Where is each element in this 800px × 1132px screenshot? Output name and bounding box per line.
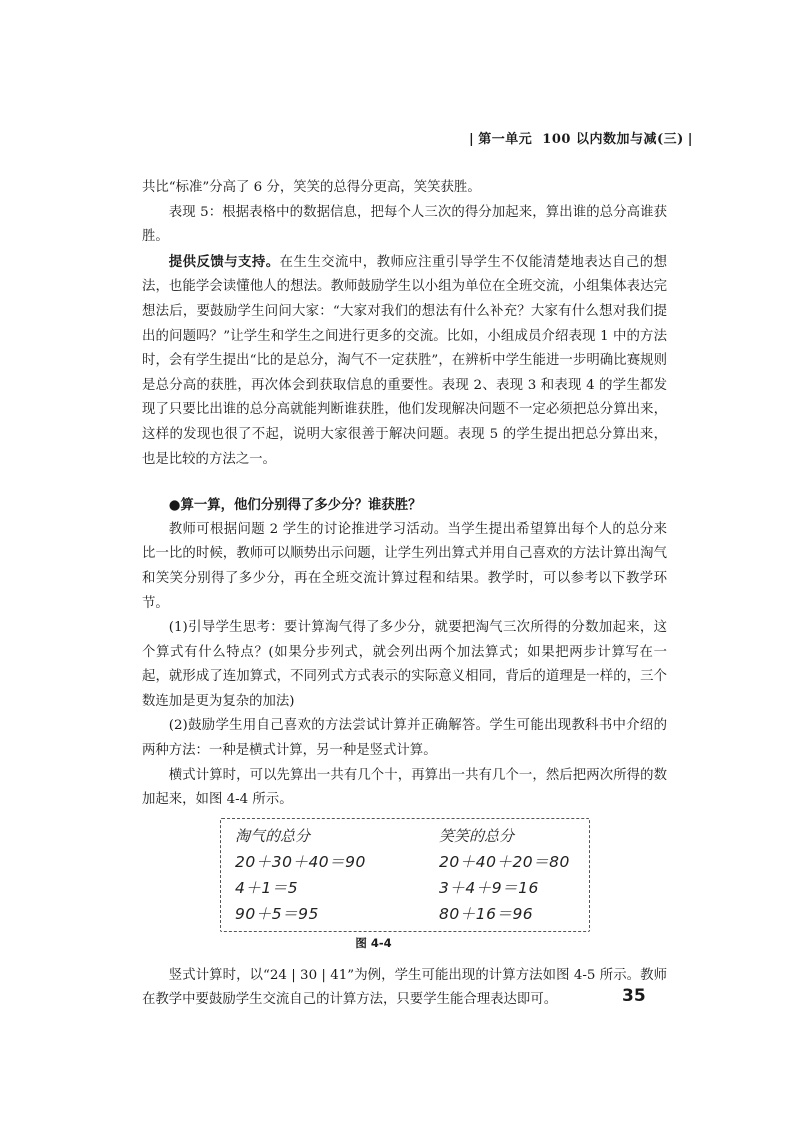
- page-body: [142, 176, 667, 1013]
- header-unit: 第一单元: [478, 132, 533, 147]
- figure-left-line: 90＋5＝95: [235, 904, 319, 923]
- figure-left-title: 淘气的总分: [235, 826, 311, 845]
- figure-left-column: [235, 825, 366, 927]
- paragraph-lead: 提供反馈与支持。: [168, 253, 280, 270]
- handwritten-figure: [220, 818, 590, 932]
- page-number: 35: [622, 986, 646, 1006]
- paragraph: [142, 250, 667, 472]
- paragraph: 表现 5：根据表格中的数据信息，把每个人三次的得分加起来，算出谁的总分高谁获胜。: [142, 204, 667, 245]
- paragraph: 共比“标准”分高了 6 分，笑笑的总得分更高，笑笑获胜。: [142, 180, 481, 195]
- figure-right-line: 3＋4＋9＝16: [439, 878, 539, 897]
- figure-left-line: 4＋1＝5: [235, 878, 299, 897]
- figure-right-column: [439, 825, 570, 927]
- figure-right-title: 笑笑的总分: [439, 826, 515, 845]
- paragraph: (2)鼓励学生用自己喜欢的方法尝试计算并正确解答。学生可能出现教科书中介绍的两种方法：一种是横式计算，另一种是竖式计算。: [142, 718, 667, 759]
- figure-left-line: 20＋30＋40＝90: [235, 852, 366, 871]
- paragraph: 竖式计算时，以“24 | 30 | 41”为例，学生可能出现的计算方法如图 4-5 所示。教师在教学中要鼓励学生交流自己的计算方法，只要学生能合理表达即可。: [142, 967, 667, 1008]
- paragraph-text: 在生生交流中，教师应注重引导学生不仅能清楚地表达自己的想法，也能学会读懂他人的想法。教师鼓励学生以小组为单位在全班交流，小组集体表达完想法后，要鼓励学生问问大家：“大家对我们的想法有什么补充？大家有什么想对我们提出的问题吗？”让学生和学生之间进行更多的交流。比如，小组成员介绍表现 1 中的方法时，会有学生提出“比的是总分，淘气不一定获胜”，在辨析中学生能进一步明确比赛规则是总分高的获胜，再次体会到获取信息的重要性。表现 2、表现 3 和表现 4 的学生都发现了只要比出谁的总分高就能判断谁获胜，他们发现解决问题不一定必须把总分算出来，这样的发现也很了不起，说明大家很善于解决问题。表现 5 的学生提出把总分算出来，也是比较的方法之一。: [142, 254, 668, 467]
- header-divider: |: [687, 132, 693, 147]
- section-heading: ●算一算，他们分别得了多少分？谁获胜？: [168, 497, 422, 514]
- figure-caption: 图 4-4: [355, 935, 392, 950]
- header-divider: |: [468, 132, 475, 147]
- figure-right-line: 20＋40＋20＝80: [439, 852, 570, 871]
- figure-right-line: 80＋16＝96: [439, 904, 534, 923]
- header-title: 100 以内数加与减(三): [542, 132, 684, 147]
- paragraph: 教师可根据问题 2 学生的讨论推进学习活动。当学生提出希望算出每个人的总分来比一比的时候，教师可以顺势出示问题，让学生列出算式并用自己喜欢的方法计算出淘气和笑笑分别得了多少分，再在全班交流计算过程和结果。教学时，可以参考以下教学环节。: [142, 521, 667, 611]
- running-header: [465, 128, 697, 147]
- paragraph: (1)引导学生思考：要计算淘气得了多少分，就要把淘气三次所得的分数加起来，这个算式有什么特点？(如果分步列式，就会列出两个加法算式；如果把两步计算写在一起，就形成了连加算式，不同列式方式表示的实际意义相同，背后的道理是一样的，三个数连加是更为复杂的加法): [142, 620, 667, 709]
- paragraph: 横式计算时，可以先算出一共有几个十，再算出一共有几个一，然后把两次所得的数加起来，如图 4-4 所示。: [142, 767, 667, 808]
